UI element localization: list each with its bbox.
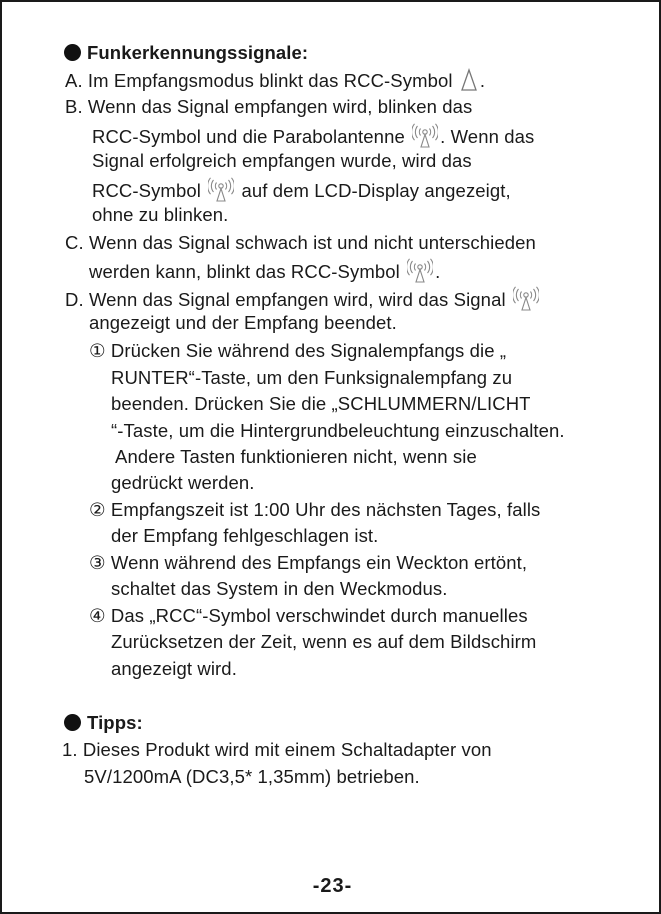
heading-text: Funkerkennungssignale: — [87, 42, 309, 63]
item-b-line-5 — [92, 203, 228, 227]
text: 5V/1200mA (DC3,5* 1,35mm) betrieben. — [84, 766, 420, 787]
text: . Wenn das — [440, 126, 535, 147]
text: ① Drücken Sie während des Signalempfangs die „ — [89, 340, 507, 361]
text: schaltet das System in den Weckmodus. — [111, 578, 448, 599]
text: gedrückt werden. — [111, 472, 255, 493]
page-number: -23- — [312, 875, 353, 897]
bullet-icon — [64, 44, 81, 61]
subitem-3-line-2 — [111, 577, 448, 601]
text: beenden. Drücken Sie die „SCHLUMMERN/LICHT — [111, 393, 531, 414]
subitem-2-line-2 — [111, 524, 378, 548]
text: ohne zu blinken. — [92, 204, 229, 225]
text: RUNTER“-Taste, um den Funksignalempfang zu — [111, 367, 513, 388]
subitem-1-line-4 — [111, 419, 565, 443]
tip-1-line-2 — [84, 765, 420, 789]
text: Andere Tasten funktionieren nicht, wenn sie — [115, 446, 477, 467]
text: der Empfang fehlgeschlagen ist. — [111, 525, 379, 546]
text: ② Empfangszeit ist 1:00 Uhr des nächsten Tages, falls — [89, 499, 541, 520]
section-heading-tips — [64, 711, 143, 735]
text: angezeigt wird. — [111, 658, 237, 679]
text: ③ Wenn während des Empfangs ein Weckton ertönt, — [89, 552, 528, 573]
text: RCC-Symbol und die Parabolantenne — [92, 126, 405, 147]
subitem-4-line-2 — [111, 630, 536, 654]
subitem-1-line-5 — [115, 445, 477, 469]
text: D. Wenn das Signal empfangen wird, wird das Signal — [65, 289, 506, 310]
text: angezeigt und der Empfang beendet. — [89, 312, 397, 333]
subitem-2-line-1 — [89, 498, 540, 522]
text: RCC-Symbol — [92, 180, 201, 201]
text: . — [435, 261, 441, 282]
rcc-triangle-icon — [460, 68, 478, 98]
text: Signal erfolgreich empfangen wurde, wird das — [92, 150, 472, 171]
subitem-1-line-1 — [89, 339, 506, 363]
text: auf dem LCD-Display angezeigt, — [241, 180, 511, 201]
item-b-line-3 — [92, 149, 472, 173]
section-heading-radio-signals — [64, 41, 308, 65]
bullet-icon — [64, 714, 81, 731]
tip-1-line-1 — [62, 738, 492, 762]
text: A. Im Empfangsmodus blinkt das RCC-Symbol — [65, 70, 453, 91]
item-a-line-1 — [65, 68, 485, 98]
subitem-3-line-1 — [89, 551, 527, 575]
text: C. Wenn das Signal schwach ist und nicht unterschieden — [65, 232, 536, 253]
text: B. Wenn das Signal empfangen wird, blinken das — [65, 96, 473, 117]
text: 1. Dieses Produkt wird mit einem Schaltadapter von — [62, 739, 492, 760]
subitem-4-line-1 — [89, 604, 528, 628]
text: werden kann, blinkt das RCC-Symbol — [89, 261, 400, 282]
subitem-1-line-2 — [111, 366, 512, 390]
subitem-1-line-3 — [111, 392, 531, 416]
text: ④ Das „RCC“-Symbol verschwindet durch manuelles — [89, 605, 528, 626]
rcc-antenna-icon — [513, 285, 539, 317]
text: . — [479, 70, 486, 91]
item-b-line-1 — [65, 95, 472, 119]
text: “-Taste, um die Hintergrundbeleuchtung einzuschalten. — [111, 420, 565, 441]
item-c-line-1 — [65, 231, 536, 255]
item-d-line-2 — [89, 311, 397, 335]
text: Zurücksetzen der Zeit, wenn es auf dem Bildschirm — [111, 631, 537, 652]
subitem-1-line-6 — [111, 471, 255, 495]
subitem-4-line-3 — [111, 657, 237, 681]
heading-text: Tipps: — [87, 712, 143, 733]
